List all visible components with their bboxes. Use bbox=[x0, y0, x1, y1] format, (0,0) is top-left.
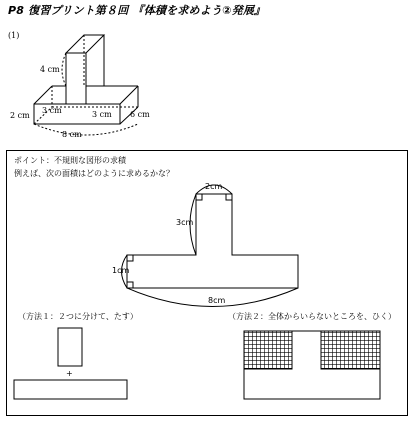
method2-cut-left bbox=[244, 331, 292, 369]
t-dim-stem: 3cm bbox=[176, 218, 194, 227]
t-dim-base-height: 1cm bbox=[112, 266, 130, 275]
point-heading: ポイント：不規則な図形の求積 bbox=[14, 156, 126, 165]
point-question: 例えば、次の面積はどのように求めるかな？ bbox=[14, 169, 174, 178]
page-title: P8 復習プリント第８回 『体積を求めよう②発展』 bbox=[8, 4, 266, 17]
dim-height: 4 cm bbox=[40, 65, 60, 74]
plus-sign: + bbox=[66, 369, 73, 378]
dim-left-width: 3 cm bbox=[42, 106, 62, 115]
method2-label: （方法２：全体からいらないところを、ひく） bbox=[228, 312, 396, 321]
dim-side-height: 2 cm bbox=[10, 111, 30, 120]
t-dim-base-length: 8cm bbox=[208, 296, 226, 305]
problem-number: (1) bbox=[8, 31, 20, 40]
method2-cut-right bbox=[321, 331, 380, 369]
dim-depth: 6 cm bbox=[130, 110, 150, 119]
t-dim-top: 2cm bbox=[205, 182, 223, 191]
dim-right-width: 3 cm bbox=[92, 110, 112, 119]
dim-total-length: 8 cm bbox=[62, 130, 82, 139]
method1-label: （方法１：２つに分けて、たす） bbox=[18, 312, 138, 321]
